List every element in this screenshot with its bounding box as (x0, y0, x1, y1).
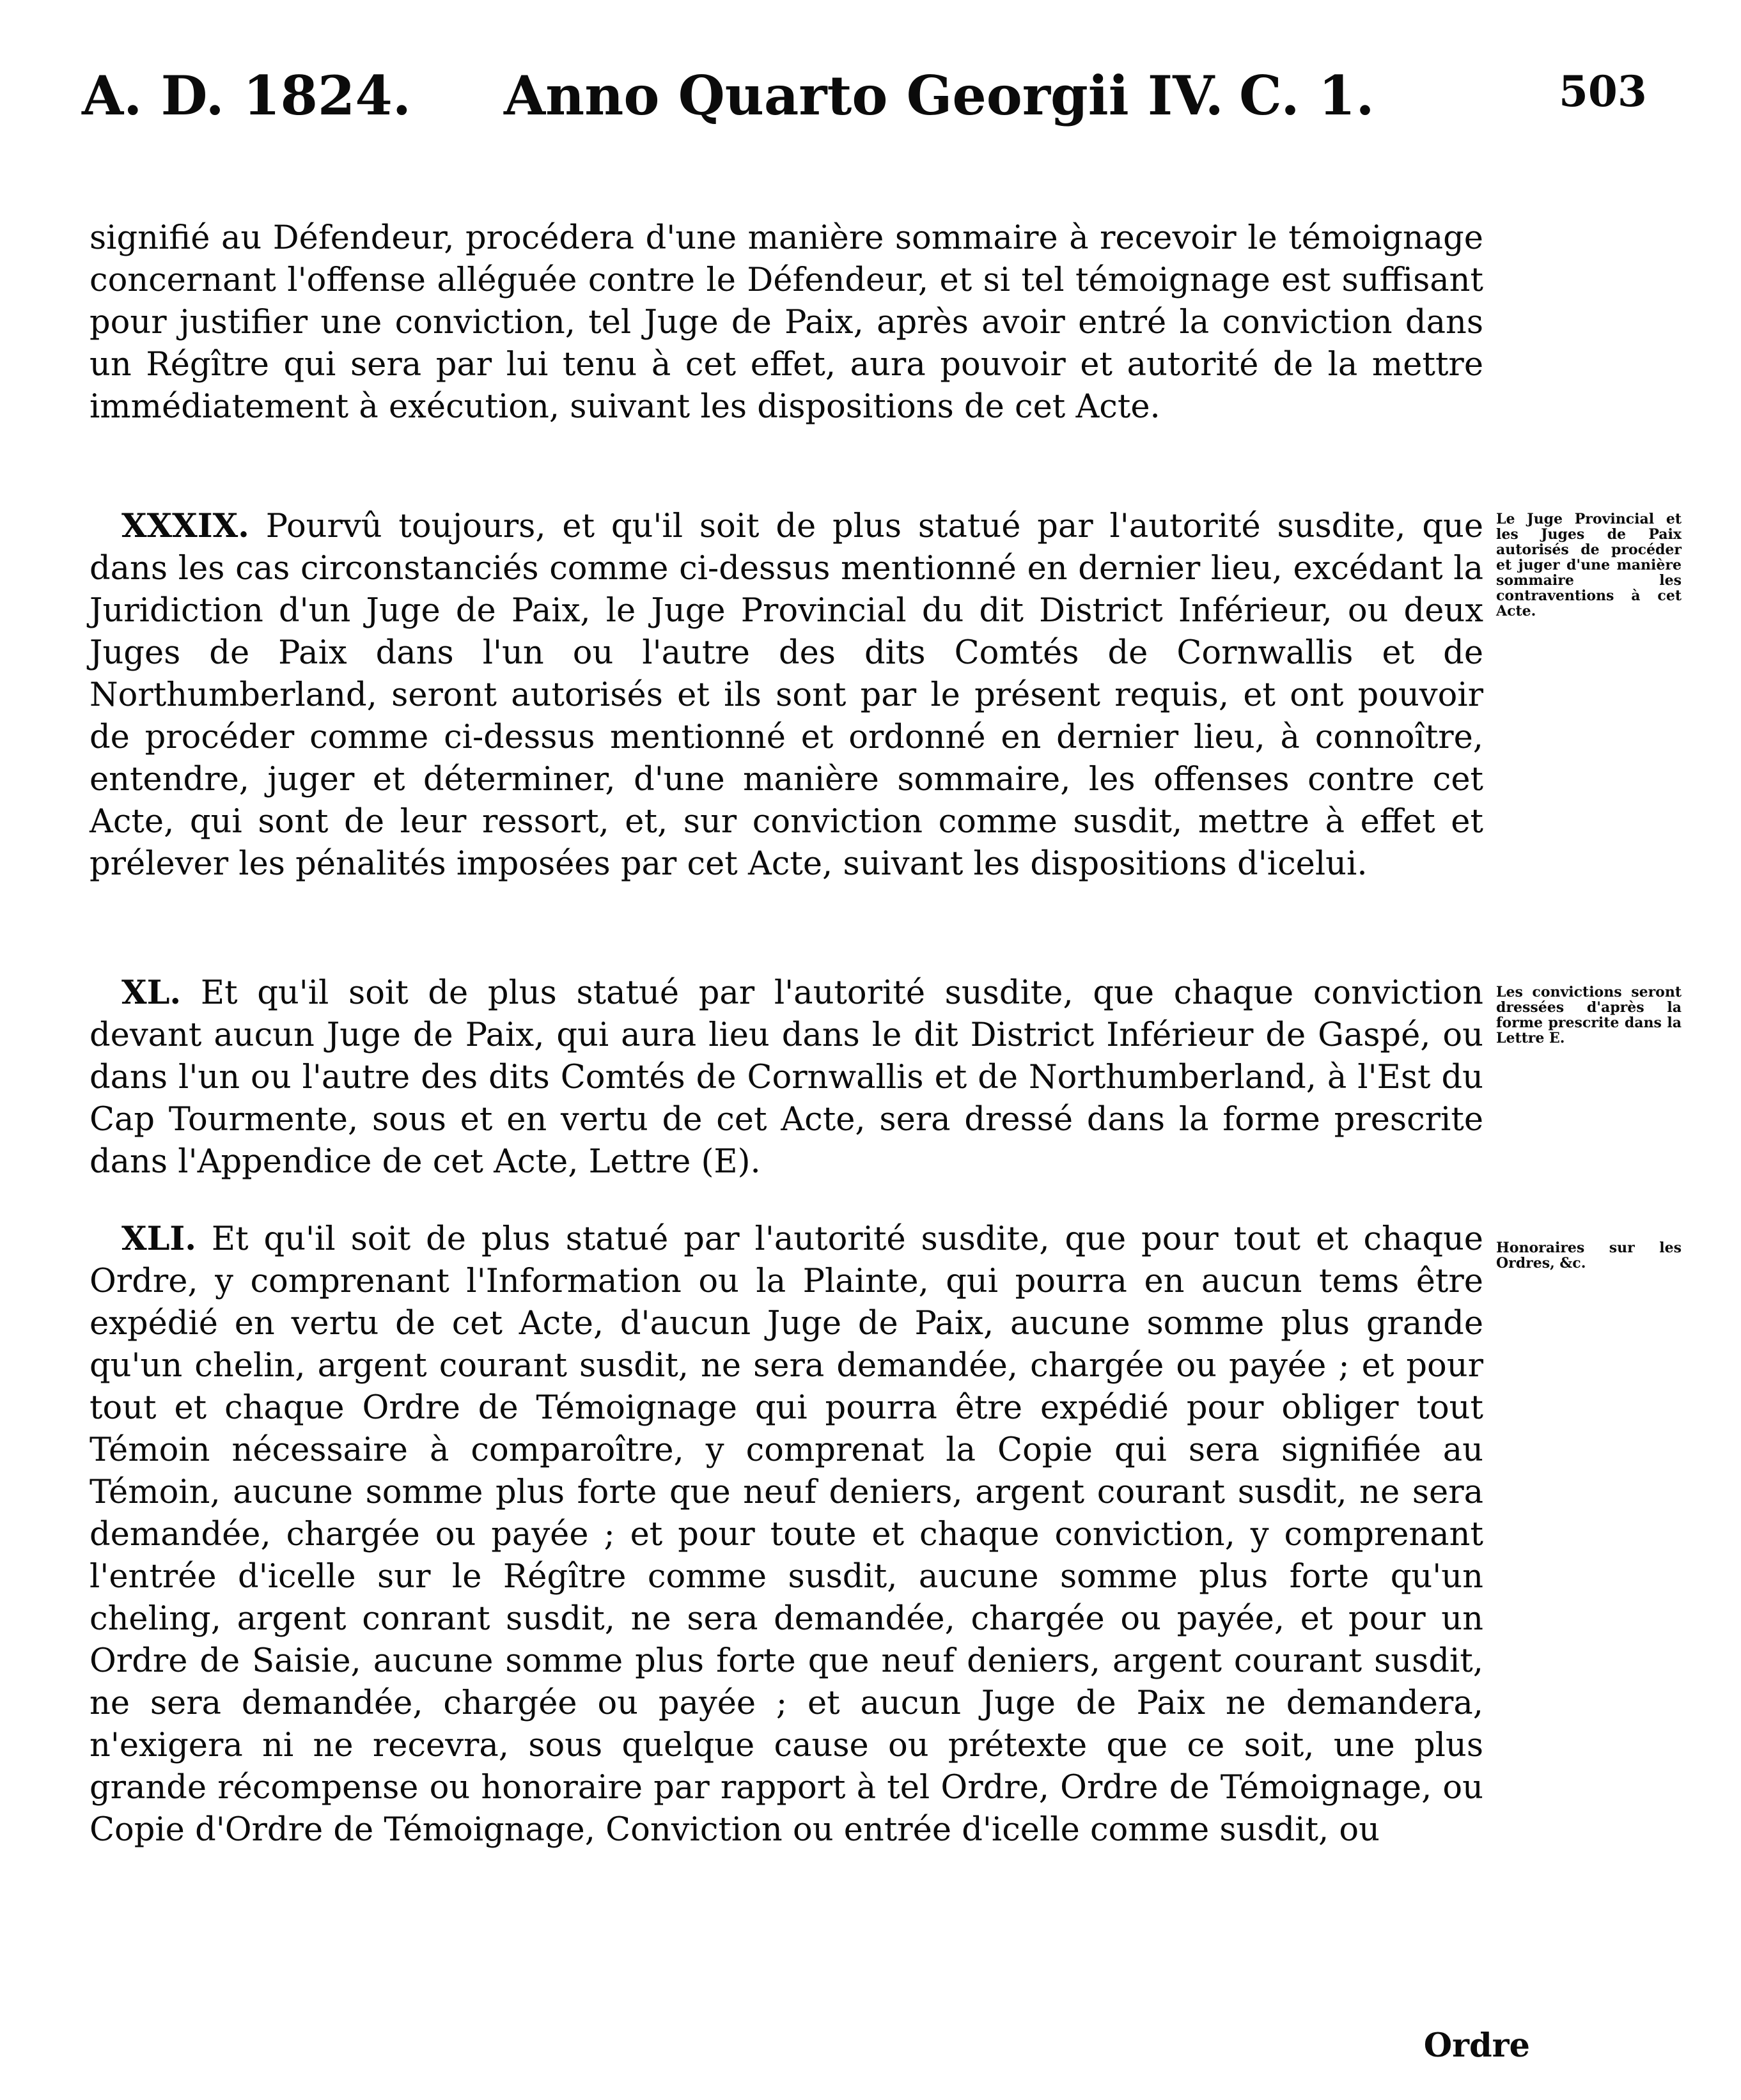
paragraph-text: Et qu'il soit de plus statué par l'autorité susdite, que pour tout et chaque Ordre, y comprenant l'Information ou la Plainte, qui pourra en aucun tems être expédié en vertu de cet Acte, d'aucun Juge de Paix, aucune somme plus grande qu'un chelin, argent courant susdit, ne sera demandée, chargée ou payée ; et pour tout et chaque Ordre de Témoignage qui pourra être expédié pour obliger tout Témoin nécessaire à comparoître, y comprenat la Copie qui sera signifiée au Témoin, aucune somme plus forte que neuf deniers, argent courant susdit, ne sera demandée, chargée ou payée ; et pour toute et chaque conviction, y comprenant l'entrée d'icelle sur le Régître comme susdit, aucune somme plus forte qu'un cheling, argent conrant susdit, ne sera demandée, chargée ou payée, et pour un Ordre de Saisie, aucune somme plus forte que neuf deniers, argent courant susdit, ne sera demandée, chargée ou payée ; et aucun Juge de Paix ne demandera, n'exigera ni ne recevra, sous quelque cause ou prétexte que ce soit, une plus grande récompense ou honoraire par rapport à tel Ordre, Ordre de Témoignage, ou Copie d'Ordre de Témoignage, Conviction ou entrée d'icelle comme susdit, ou (90, 1220, 1483, 1849)
paragraph-text: Et qu'il soit de plus statué par l'autorité susdite, que chaque conviction devant aucun Juge de Paix, qui aura lieu dans le dit District Inférieur de Gaspé, ou dans l'un ou l'autre des dits Comtés de Cornwallis et de Northumberland, à l'Est du Cap Tourmente, sous et en vertu de cet Acte, sera dressé dans la forme prescrite dans l'Appendice de cet Acte, Lettre (E). (90, 974, 1483, 1181)
header-chapter: C. 1. (1239, 64, 1375, 127)
header-year: A. D. 1824. (82, 64, 412, 127)
section-xxxix (90, 505, 1483, 885)
section-number: XLI. (121, 1220, 197, 1258)
paragraph-continuation (90, 217, 1483, 428)
section-number: XL. (121, 974, 182, 1012)
section-number: XXXIX. (121, 507, 249, 545)
paragraph-text: signifié au Défendeur, procédera d'une manière sommaire à recevoir le témoignage concernant l'offense alléguée contre le Défendeur, et si tel témoignage est suffisant pour justifier une conviction, tel Juge de Paix, après avoir entré la conviction dans un Régître qui sera par lui tenu à cet effet, aura pouvoir et autorité de la mettre immédiatement à exécution, suivant les dispositions de cet Acte. (90, 219, 1483, 426)
margin-note-xxxix: Le Juge Provincial et les Juges de Paix autorisés de procéder et juger d'une manière sommaire les contraventions à cet Acte. (1496, 511, 1682, 619)
margin-note-xli: Honoraires sur les Ordres, &c. (1496, 1240, 1682, 1272)
section-xli (90, 1218, 1483, 1851)
paragraph-text: Pourvû toujours, et qu'il soit de plus statué par l'autorité susdite, que dans les cas circonstanciés comme ci-dessus mentionné en dernier lieu, excédant la Juridiction d'un Juge de Paix, le Juge Provincial du dit District Inférieur, ou deux Juges de Paix dans l'un ou l'autre des dits Comtés de Cornwallis et de Northumberland, seront autorisés et ils sont par le présent requis, et ont pouvoir de procéder comme ci-dessus mentionné et ordonné en dernier lieu, à connoître, entendre, juger et déterminer, d'une manière sommaire, les offenses contre cet Acte, qui sont de leur ressort, et, sur conviction comme susdit, mettre à effet et prélever les pénalités imposées par cet Acte, suivant les dispositions d'icelui. (90, 508, 1483, 883)
header-title: Anno Quarto Georgii IV. (504, 64, 1224, 127)
catchword: Ordre (1423, 2026, 1530, 2065)
margin-note-xl: Les convictions seront dressées d'après la forme prescrite dans la Lettre E. (1496, 984, 1682, 1046)
running-header (82, 64, 1680, 147)
section-xl (90, 972, 1483, 1183)
page-number: 503 (1559, 66, 1647, 116)
